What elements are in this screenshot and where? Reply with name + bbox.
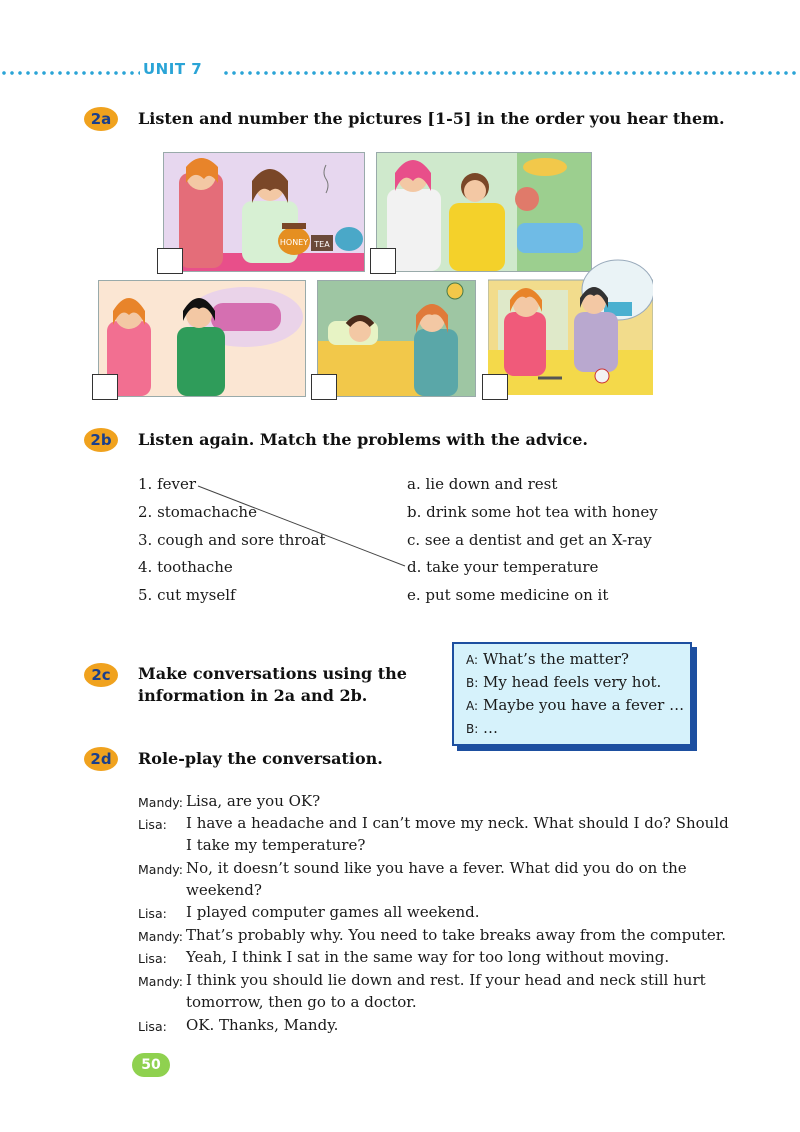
badge-2d: 2d: [84, 747, 118, 771]
dialog-line-4: I played computer games all weekend.: [186, 903, 480, 921]
example-line-3: A: Maybe you have a fever …: [466, 696, 685, 714]
advice-a: a. lie down and rest: [407, 475, 558, 493]
problem-4: 4. toothache: [138, 558, 233, 576]
problem-2: 2. stomachache: [138, 503, 257, 521]
title-2a: Listen and number the pictures [1-5] in the order you hear them.: [138, 109, 725, 128]
dialog-line-2b: I take my temperature?: [186, 836, 366, 854]
dialog-line-7a: I think you should lie down and rest. If your head and neck still hurt: [186, 971, 706, 989]
badge-2c: 2c: [84, 663, 118, 687]
title-2c-line1: Make conversations using the: [138, 664, 407, 683]
speaker-8: Lisa:: [138, 1019, 167, 1034]
advice-e: e. put some medicine on it: [407, 586, 609, 604]
dialog-line-1: Lisa, are you OK?: [186, 792, 321, 810]
dialog-line-5: That’s probably why. You need to take breaks away from the computer.: [186, 926, 727, 944]
badge-2b: 2b: [84, 428, 118, 452]
badge-2a: 2a: [84, 107, 118, 131]
dialog-line-2a: I have a headache and I can’t move my neck. What should I do? Should: [186, 814, 729, 832]
advice-b: b. drink some hot tea with honey: [407, 503, 658, 521]
speaker-6: Lisa:: [138, 951, 167, 966]
page-number: 50: [132, 1053, 170, 1077]
title-2d: Role-play the conversation.: [138, 749, 383, 768]
dialog-line-6: Yeah, I think I sat in the same way for too long without moving.: [186, 948, 670, 966]
example-line-4: B: …: [466, 719, 498, 737]
problem-3: 3. cough and sore throat: [138, 531, 326, 549]
problem-5: 5. cut myself: [138, 586, 236, 604]
speaker-1: Mandy:: [138, 795, 184, 810]
advice-d: d. take your temperature: [407, 558, 599, 576]
title-2c-line2: information in 2a and 2b.: [138, 686, 368, 705]
dialog-line-3a: No, it doesn’t sound like you have a fever. What did you do on the: [186, 859, 687, 877]
unit-label: UNIT 7: [143, 60, 203, 78]
dialog-line-8: OK. Thanks, Mandy.: [186, 1016, 339, 1034]
speaker-7: Mandy:: [138, 974, 184, 989]
dialog-line-7b: tomorrow, then go to a doctor.: [186, 993, 417, 1011]
advice-c: c. see a dentist and get an X-ray: [407, 531, 652, 549]
honey-label: HONEY: [279, 238, 309, 247]
example-conversation-box: [452, 642, 692, 746]
dialog-line-3b: weekend?: [186, 881, 262, 899]
tea-label: TEA: [314, 240, 330, 249]
example-line-2: B: My head feels very hot.: [466, 673, 662, 691]
speaker-4: Lisa:: [138, 906, 167, 921]
speaker-3: Mandy:: [138, 862, 184, 877]
problem-1: 1. fever: [138, 475, 197, 493]
speaker-2: Lisa:: [138, 817, 167, 832]
example-line-1: A: What’s the matter?: [466, 650, 629, 668]
speaker-5: Mandy:: [138, 929, 184, 944]
title-2b: Listen again. Match the problems with the advice.: [138, 430, 588, 449]
